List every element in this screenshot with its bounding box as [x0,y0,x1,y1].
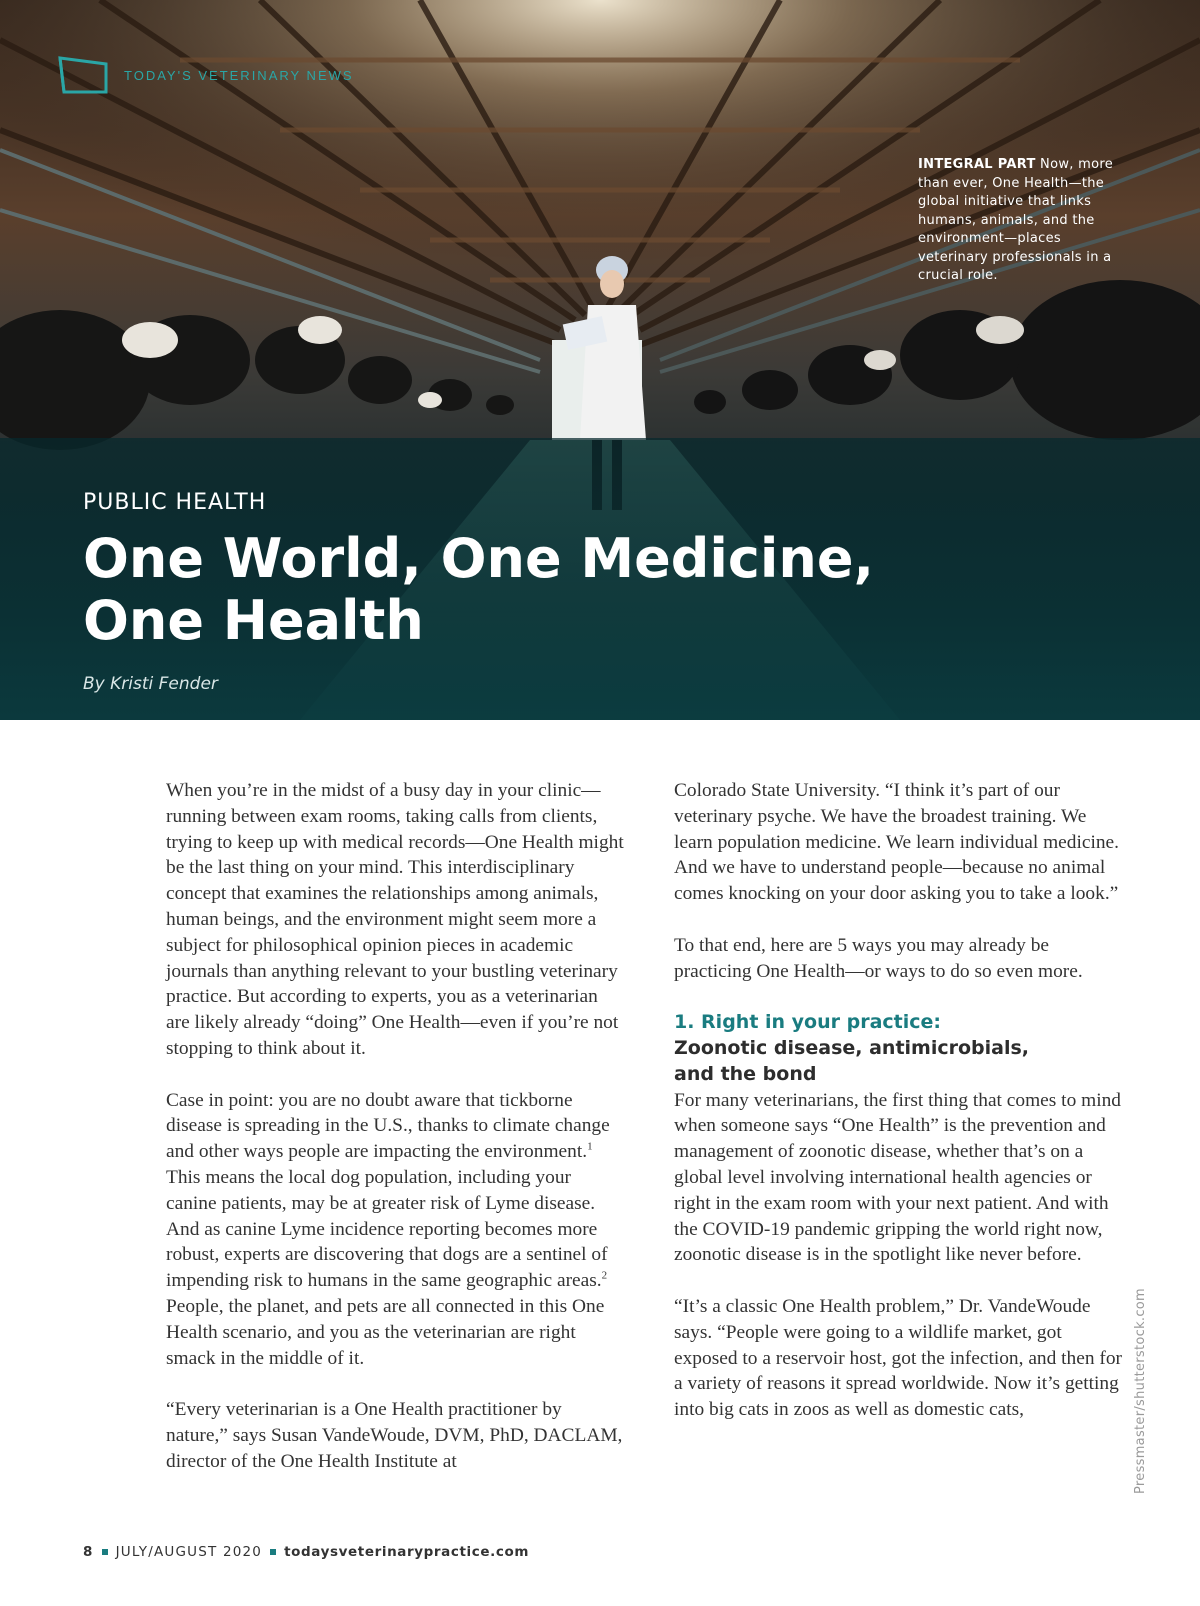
masthead-label: TODAY'S VETERINARY NEWS [124,67,354,83]
photo-caption [918,156,1128,286]
folder-outline-icon [56,54,112,96]
issue-date: JULY/AUGUST 2020 [115,1544,263,1560]
page-footer [83,1544,529,1560]
paragraph: Colorado State University. “I think it’s part of our veterinary psyche. We have the broadest training. We learn population medicine. We learn individual medicine. And we have to understand people—because no animal comes knocking on your door asking you to take a look.” [674,780,1119,905]
photo-credit: Pressmaster/shutterstock.com [1133,1287,1148,1494]
subheading-line-1: Zoonotic disease, antimicrobials, [674,1036,1030,1059]
website-link[interactable]: todaysveterinarypractice.com [284,1544,530,1560]
caption-text: Now, more than ever, One Health—the global initiative that links humans, animals, and the environment—places veterinary professionals in a crucial role. [918,157,1113,283]
hero-photo [0,0,1200,720]
headline-line-2: One Health [83,589,424,652]
masthead [56,54,354,96]
separator-square-icon [102,1549,108,1555]
subheading-number: 1. Right in your practice: [674,1011,942,1034]
paragraph: Case in point: you are no doubt aware that tickborne disease is spreading in the U.S., thanks to climate change and other ways people are impacting the environment.$^1$ This means the local dog population, including your canine patients, may be at greater risk of Lyme disease. And as canine Lyme incidence reporting becomes more robust, experts are discovering that dogs are a sentinel of impending risk to humans in the same geographic areas.$^2$ People, the planet, and pets are all connected in this One Health scenario, and you as the veterinarian are right smack in the middle of it. [166,1089,610,1369]
article-headline [83,528,983,652]
byline: By Kristi Fender [83,674,218,694]
subheading-line-2: and the bond [674,1062,817,1085]
article-column-left [166,778,626,1475]
caption-lead: INTEGRAL PART [918,157,1036,172]
paragraph: When you’re in the midst of a busy day in your clinic—running between exam rooms, taking calls from clients, trying to keep up with medical records—One Health might be the last thing on your mind. This interdisciplinary concept that examines the relationships among animals, human beings, and the environment might seem more a subject for philosophical opinion pieces in academic journals than anything relevant to your bustling veterinary practice. But according to experts, you as a veterinarian are likely already “doing” One Health—even if you’re not stopping to think about it. [166,780,624,1059]
article-column-right [674,778,1126,1423]
page-number: 8 [83,1544,94,1560]
headline-line-1: One World, One Medicine, [83,527,875,590]
footnote-ref[interactable]: 1 [587,1140,593,1153]
separator-square-icon [270,1549,276,1555]
paragraph: To that end, here are 5 ways you may already be practicing One Health—or ways to do so even more. [674,934,1083,982]
paragraph: “Every veterinarian is a One Health practitioner by nature,” says Susan VandeWoude, DVM, PhD, DACLAM, director of the One Health Institute at [166,1399,623,1472]
section-label: PUBLIC HEALTH [83,490,267,515]
paragraph: “It’s a classic One Health problem,” Dr. VandeWoude says. “People were going to a wildlife market, got exposed to a reservoir host, got the infection, and then for a variety of reasons it spread worldwide. Now it’s getting into big cats in zoos as well as domestic cats, [674,1295,1123,1421]
paragraph: For many veterinarians, the first thing that comes to mind when someone says “One Health” is the prevention and management of zoonotic disease, whether that’s on a global level involving international health agencies or right in the exam room with your next patient. And with the COVID-19 pandemic gripping the world right now, zoonotic disease is in the spotlight like never before. [674,1089,1121,1266]
footnote-ref[interactable]: 2 [601,1269,608,1282]
